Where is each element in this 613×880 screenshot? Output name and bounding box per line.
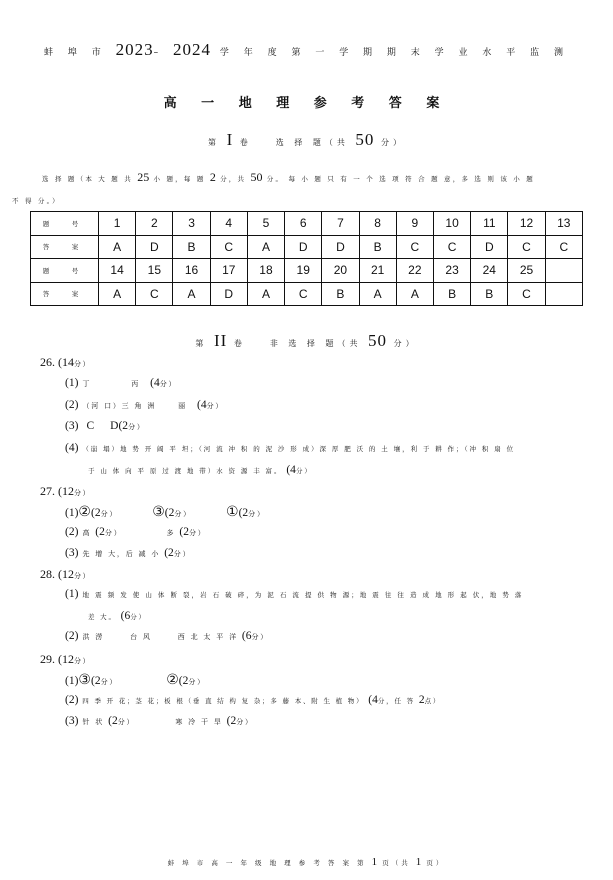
q28-2-num: (2)	[65, 630, 79, 642]
answer-label-cell: 答 案	[31, 235, 99, 259]
q26-answer-4-cont	[88, 464, 313, 476]
q27-1-num: (1)	[65, 507, 79, 519]
answer-cell: D	[136, 235, 173, 259]
q26-4-unit: 分）	[295, 467, 313, 475]
question-number-cell: 25	[508, 259, 545, 283]
q27-1-u2: 分）	[174, 510, 192, 518]
q26-answer-3	[65, 420, 146, 432]
footer-page: 1	[371, 856, 378, 868]
instructions-line2: 不 得 分。）	[12, 197, 61, 205]
q29-1-c1: ③	[78, 672, 91, 688]
table-row	[31, 235, 583, 259]
answer-cell: C	[508, 235, 545, 259]
q29-2-score: (4	[368, 694, 378, 706]
q26-1-num: (1)	[65, 377, 79, 389]
question-number-cell: 22	[396, 259, 433, 283]
q28-2-b: 台 风	[130, 633, 152, 641]
question-number-cell: 16	[173, 259, 210, 283]
part1-heading	[0, 130, 613, 150]
part2-pre: 第	[195, 339, 208, 348]
q29-2-unit: 分，任 答	[377, 697, 415, 705]
q27-2-s2: (2	[179, 526, 189, 538]
q27-2-s1: (2	[95, 526, 105, 538]
part1-roman: I	[226, 130, 234, 149]
answer-cell: C	[210, 235, 247, 259]
q28-2-a: 洪 涝	[82, 633, 105, 641]
q29-3-u1: 分）	[117, 718, 136, 726]
question-number-cell: 13	[545, 212, 582, 236]
q27-1-s1: (2	[90, 507, 101, 519]
q27-2-b: 多	[166, 529, 176, 537]
instr-d: 分。 每 小 题 只 有 一 个 选 项 符 合 题 意，多 选 则 该 小 题	[266, 175, 535, 183]
answer-cell: C	[508, 282, 545, 306]
q26-3-num: (3)	[65, 420, 79, 432]
q27-1-u1: 分）	[100, 510, 119, 518]
exam-header	[0, 40, 613, 60]
table-row	[31, 259, 583, 283]
part2-post: 分）	[393, 339, 418, 348]
footer-total: 1	[415, 856, 422, 868]
q27-3-unit: 分）	[173, 550, 192, 558]
part1-mid: 卷 选 择 题（共	[239, 138, 349, 147]
q26-3-b: D	[110, 420, 119, 432]
q27-1-s2: (2	[164, 507, 175, 519]
answer-cell: D	[210, 282, 247, 306]
q26-number: 26.	[40, 355, 55, 369]
header-year-end: 2024	[173, 40, 212, 59]
question-number-cell: 7	[322, 212, 359, 236]
q29-2-unit2: 点）	[424, 697, 442, 705]
answer-cell: A	[396, 282, 433, 306]
question-number-cell: 12	[508, 212, 545, 236]
q28-number: 28.	[40, 567, 55, 581]
instructions-line1	[42, 170, 535, 185]
answer-cell: A	[99, 282, 136, 306]
answer-cell: B	[471, 282, 508, 306]
q29-3-b: 寒 冷 干 旱	[175, 718, 223, 726]
q27-1-c1: ②	[78, 504, 91, 520]
q28-score: (12	[58, 567, 74, 581]
q28-1-unit: 分）	[130, 613, 147, 621]
question-number-cell: 9	[396, 212, 433, 236]
answer-cell: C	[136, 282, 173, 306]
page-title: 高 一 地 理 参 考 答 案	[163, 96, 450, 111]
q29-1-u2: 分）	[188, 678, 206, 686]
header-dash: –	[153, 48, 165, 58]
answer-cell: A	[247, 282, 284, 306]
question-number-cell: 20	[322, 259, 359, 283]
q29-3-s2: (2	[226, 715, 237, 727]
header-year-start: 2023	[115, 40, 154, 59]
answer-cell: B	[173, 235, 210, 259]
q26-1-a: 丁	[82, 380, 92, 388]
question-number-cell: 24	[471, 259, 508, 283]
q28-heading	[40, 567, 91, 582]
question-number-cell: 17	[210, 259, 247, 283]
footer-c: 页）	[426, 859, 446, 867]
q26-2-score: (4	[197, 399, 207, 411]
question-number-cell: 19	[285, 259, 322, 283]
q27-1-c2: ③	[152, 504, 165, 520]
question-number-cell: 1	[99, 212, 136, 236]
q28-2-c: 西 北 太 平 洋	[177, 633, 238, 641]
q28-1-score: (6	[120, 610, 131, 622]
answer-cell: A	[173, 282, 210, 306]
q28-1-a: 地 震 频 发 使 山 体 断 裂，岩 石 破 碎，为 泥 石 流 提 供 物 源；地 震 往 往 造 成 地 形 起 伏，地 势 落	[82, 591, 524, 599]
q27-3-a: 先 增 大，后 减 小	[82, 550, 161, 558]
question-number-cell: 23	[433, 259, 470, 283]
question-label-cell: 题 号	[31, 259, 99, 283]
footer-a: 蚌 埠 市 高 一 年 级 地 理 参 考 答 案 第	[167, 859, 367, 867]
q27-3-num: (3)	[65, 547, 79, 559]
q29-1-u1: 分）	[100, 678, 119, 686]
question-number-cell: 8	[359, 212, 396, 236]
q28-1-num: (1)	[65, 588, 79, 600]
q26-answer-1	[65, 377, 177, 389]
answer-cell: B	[359, 235, 396, 259]
part2-mid: 卷 非 选 择 题（共	[233, 339, 362, 348]
q27-2-u2: 分）	[188, 529, 207, 537]
q27-1-c3: ①	[226, 504, 239, 520]
q29-3-num: (3)	[65, 715, 79, 727]
q26-3-unit: 分）	[128, 423, 146, 431]
q26-1-unit: 分）	[159, 380, 178, 388]
q28-answer-1-cont	[88, 610, 147, 622]
q27-answer-1	[65, 504, 266, 520]
answer-cell: B	[433, 282, 470, 306]
part1-post: 分）	[380, 138, 405, 147]
q29-2-a: 四 季 开 花；茎 花；板 根（垂 直 结 构 复 杂；多 藤 本、附 生 植 物）	[82, 697, 365, 705]
q28-answer-2	[65, 630, 269, 642]
q27-number: 27.	[40, 484, 55, 498]
q29-heading	[40, 652, 91, 667]
q29-1-s1: (2	[90, 675, 101, 687]
header-city: 蚌 埠 市	[44, 48, 107, 58]
q29-3-s1: (2	[108, 715, 118, 727]
part2-heading	[0, 331, 613, 351]
question-number-cell: 2	[136, 212, 173, 236]
answer-cell: B	[322, 282, 359, 306]
instr-n2: 2	[209, 170, 216, 184]
q29-1-s2: (2	[178, 675, 189, 687]
page-footer	[0, 856, 613, 868]
question-number-cell: 21	[359, 259, 396, 283]
q29-3-a: 针 状	[82, 718, 105, 726]
q29-number: 29.	[40, 652, 55, 666]
q29-answer-1	[65, 672, 206, 688]
q26-unit: 分）	[74, 360, 91, 368]
instr-n3: 50	[250, 170, 263, 184]
q29-score: (12	[58, 652, 74, 666]
answer-cell: A	[359, 282, 396, 306]
q28-2-unit: 分）	[251, 633, 270, 641]
answer-cell: D	[285, 235, 322, 259]
answer-cell: A	[247, 235, 284, 259]
q29-answer-3	[65, 715, 254, 727]
header-term: 学 年 度 第 一 学 期 期 末 学 业 水 平 监 测	[219, 48, 569, 58]
q26-4-num: (4)	[65, 442, 79, 454]
q27-score: (12	[58, 484, 74, 498]
question-number-cell: 18	[247, 259, 284, 283]
q29-1-num: (1)	[65, 675, 79, 687]
q29-2-num: (2)	[65, 694, 79, 706]
question-number-cell: 6	[285, 212, 322, 236]
instr-b: 小 题，每 题	[153, 175, 206, 183]
answer-label-cell: 答 案	[31, 282, 99, 306]
question-number-cell: 14	[99, 259, 136, 283]
q29-answer-2	[65, 694, 441, 706]
q26-4-score: (4	[286, 464, 296, 476]
answer-cell: D	[471, 235, 508, 259]
q26-1-b: 丙	[131, 380, 141, 388]
part2-roman: II	[213, 331, 228, 350]
q26-answer-2	[65, 399, 224, 411]
q26-3-score: (2	[118, 420, 129, 432]
q28-2-score: (6	[241, 630, 252, 642]
part2-score: 50	[368, 331, 388, 350]
q29-unit: 分）	[74, 657, 91, 665]
q26-heading	[40, 355, 91, 370]
question-number-cell: 15	[136, 259, 173, 283]
q26-2-b: 丽	[178, 402, 187, 410]
answer-cell	[545, 282, 582, 306]
question-number-cell: 4	[210, 212, 247, 236]
q27-2-a: 高	[82, 529, 92, 537]
q29-1-c2: ②	[166, 672, 179, 688]
answer-cell: C	[433, 235, 470, 259]
answer-cell: A	[99, 235, 136, 259]
q27-1-u3: 分）	[248, 510, 266, 518]
q26-2-unit: 分）	[206, 402, 225, 410]
q29-2-score2: 2	[418, 694, 425, 706]
question-number-cell: 5	[247, 212, 284, 236]
q26-3-a: C	[86, 420, 95, 432]
q27-heading	[40, 484, 91, 499]
question-number-cell: 11	[471, 212, 508, 236]
q26-4-cont: 于 山 体 向 平 原 过 渡 地 带）水 资 源 丰 富。	[88, 467, 283, 475]
answer-cell: D	[322, 235, 359, 259]
part1-pre: 第	[208, 138, 221, 147]
instr-n1: 25	[137, 170, 150, 184]
question-number-cell: 3	[173, 212, 210, 236]
answer-cell: C	[545, 235, 582, 259]
answer-cell: C	[285, 282, 322, 306]
q27-2-num: (2)	[65, 526, 79, 538]
answer-cell: C	[396, 235, 433, 259]
instr-c: 分，共	[220, 175, 247, 183]
q27-1-s3: (2	[238, 507, 249, 519]
q26-2-a: （河 口）三 角 洲	[82, 402, 157, 410]
instr-a: 选 择 题（本 大 题 共	[42, 175, 133, 183]
q27-answer-3	[65, 547, 191, 559]
q26-4-a: （崩 塌）地 势 开 阔 平 坦；（河 流 冲 积 的 泥 沙 形 成）深 厚 肥 沃 的 土 壤，利 于 耕 作；（冲 积 扇 位	[82, 445, 516, 453]
q27-3-score: (2	[164, 547, 174, 559]
q26-2-num: (2)	[65, 399, 79, 411]
footer-b: 页（共	[382, 859, 411, 867]
question-number-cell	[545, 259, 582, 283]
answer-table	[30, 211, 583, 306]
question-number-cell: 10	[433, 212, 470, 236]
q28-1-cont: 差 大。	[88, 613, 117, 621]
q27-2-u1: 分）	[104, 529, 123, 537]
q26-score: (14	[58, 355, 74, 369]
q26-answer-4	[65, 442, 515, 454]
question-label-cell: 题 号	[31, 212, 99, 236]
q27-answer-2	[65, 526, 207, 538]
q26-1-score: (4	[150, 377, 160, 389]
part1-score: 50	[355, 130, 375, 149]
q28-unit: 分）	[74, 572, 91, 580]
q29-3-u2: 分）	[236, 718, 254, 726]
q28-answer-1	[65, 588, 523, 600]
table-row	[31, 212, 583, 236]
table-row	[31, 282, 583, 306]
q27-unit: 分）	[74, 489, 91, 497]
